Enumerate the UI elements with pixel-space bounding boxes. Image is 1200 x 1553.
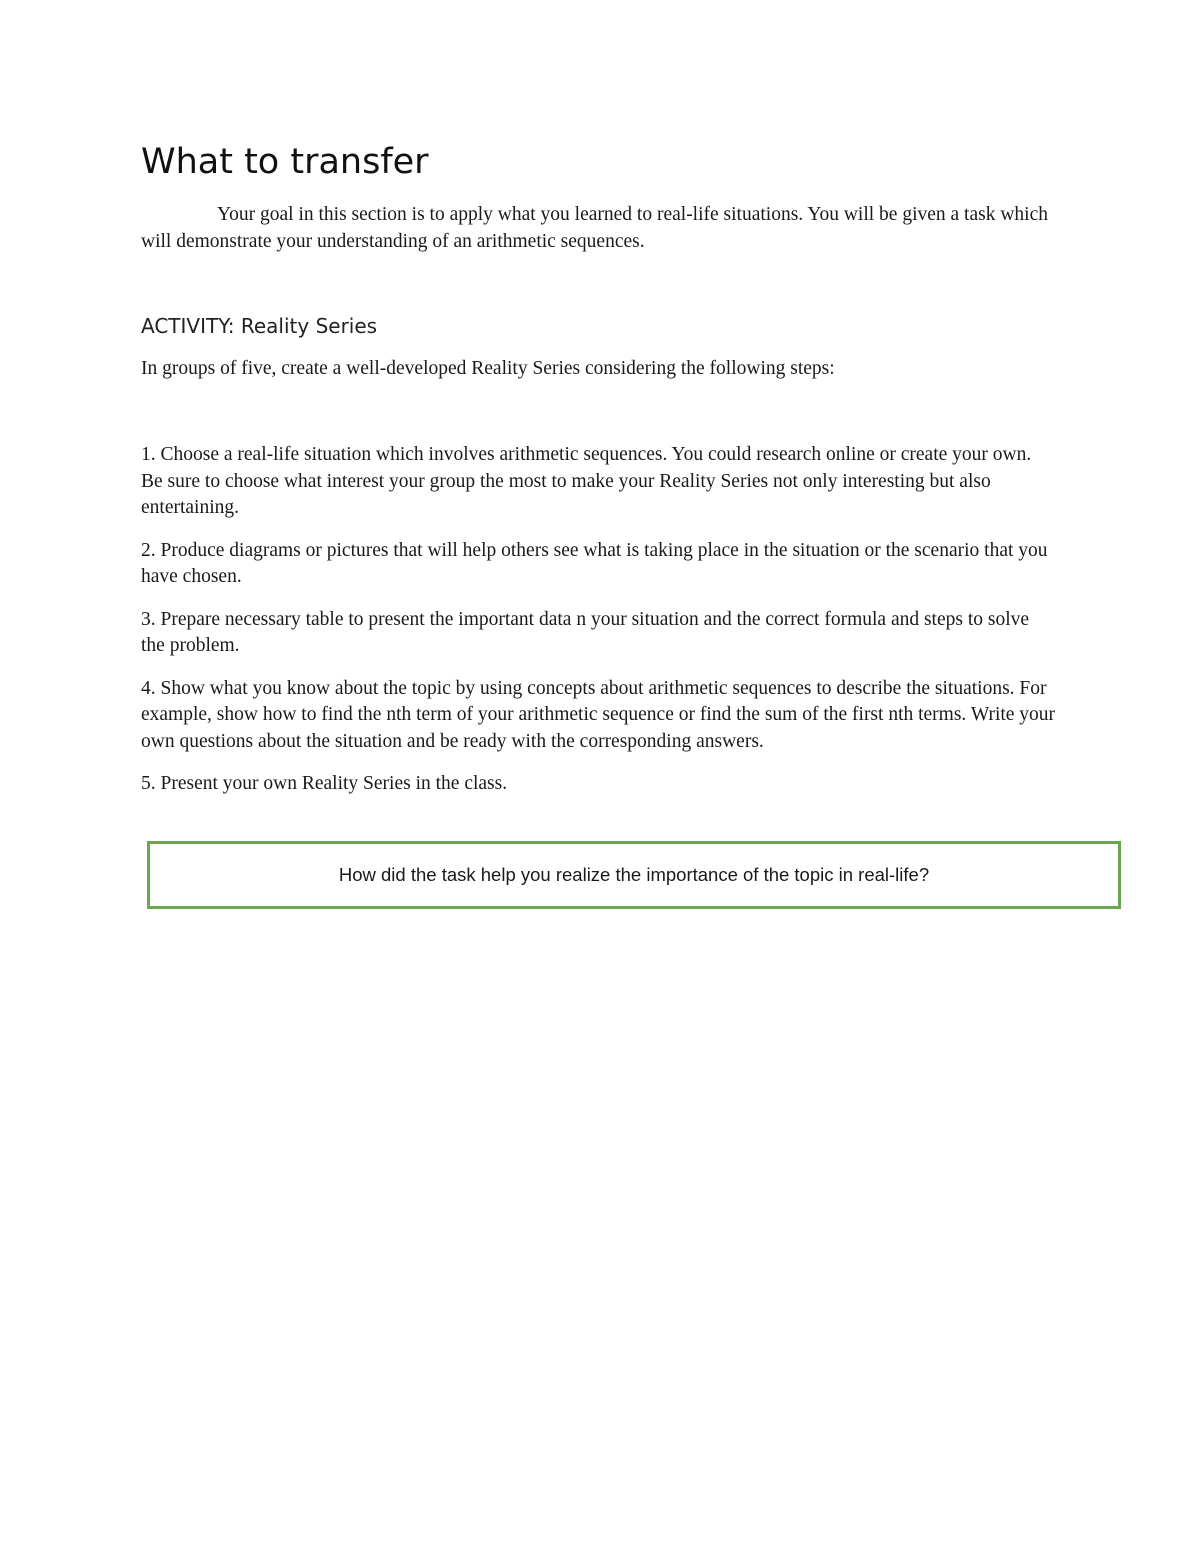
step-item: 4. Show what you know about the topic by using concepts about arithmetic sequences to describe the situations. For example, show how to find the nth term of your arithmetic sequence or find the sum of the first nth terms. Write your own questions about the situation and be ready with the corresponding answers.: [141, 677, 1056, 752]
intro-paragraph: Your goal in this section is to apply what you learned to real-life situations. You will be given a task which will demonstrate your understanding of an arithmetic sequences.: [141, 204, 1048, 252]
activity-heading: ACTIVITY: Reality Series: [141, 314, 378, 338]
page-title: What to transfer: [141, 142, 429, 182]
reflection-box: [147, 841, 1121, 909]
step-item: 3. Prepare necessary table to present the important data n your situation and the correct formula and steps to solve the problem.: [141, 608, 1030, 656]
activity-lead: In groups of five, create a well-developed Reality Series considering the following steps:: [141, 358, 835, 379]
step-item: 2. Produce diagrams or pictures that will help others see what is taking place in the situation or the scenario that you have chosen.: [141, 539, 1048, 587]
reflection-question: How did the task help you realize the importance of the topic in real-life?: [338, 864, 930, 885]
steps-list: [141, 442, 1056, 814]
step-item: 1. Choose a real-life situation which involves arithmetic sequences. You could research online or create your own. Be sure to choose what interest your group the most to make your Reality Series not only interesting but also entertaining.: [141, 444, 1032, 518]
step-item: 5. Present your own Reality Series in the class.: [141, 773, 508, 794]
